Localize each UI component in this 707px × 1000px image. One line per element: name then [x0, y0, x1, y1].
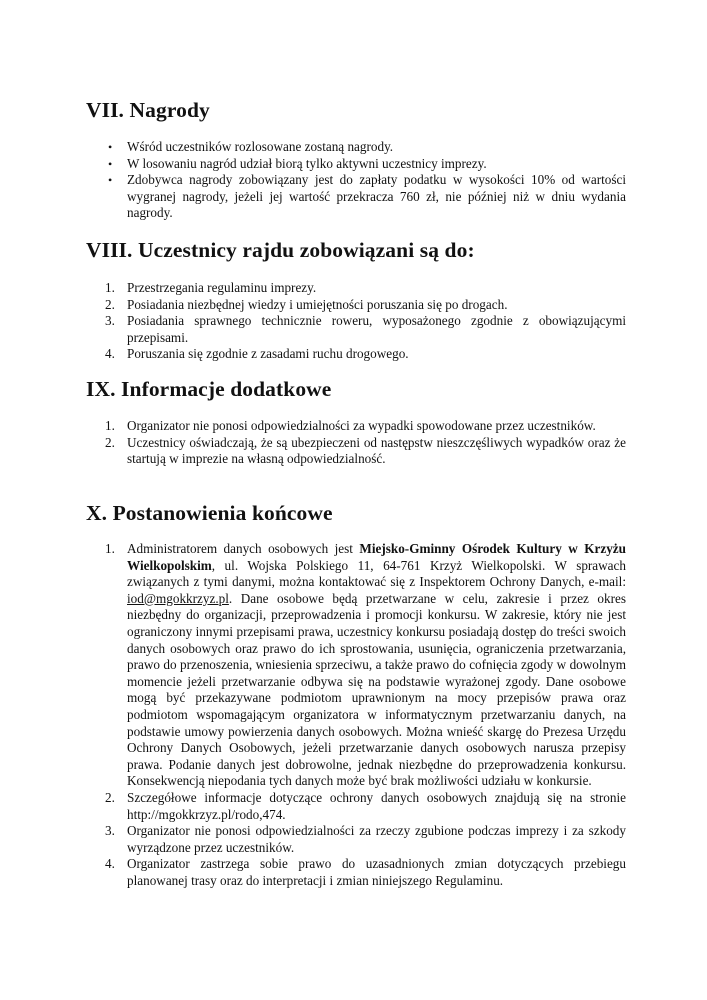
section-heading: IX. Informacje dodatkowe	[86, 377, 332, 401]
section-informacje	[86, 376, 626, 468]
number-marker: 1.	[105, 280, 115, 295]
list-item	[86, 435, 626, 468]
section-obowiazki	[86, 237, 626, 363]
list-item-text: Poruszania się zgodnie z zasadami ruchu drogowego.	[127, 346, 409, 362]
list-item-text: Organizator zastrzega sobie prawo do uzasadnionych zmian dotyczących przebiegu planowanej trasy oraz do interpretacji i zmian niniejszego Regulaminu.	[127, 856, 626, 888]
section-heading: X. Postanowienia końcowe	[86, 501, 333, 525]
list-item-text: Przestrzegania regulaminu imprezy.	[127, 280, 317, 295]
list-item	[86, 856, 626, 889]
list-item	[86, 156, 626, 173]
email-link[interactable]: iod@mgokkrzyz.pl	[127, 590, 229, 606]
number-marker: 1.	[105, 541, 115, 556]
number-marker: 3.	[105, 313, 115, 329]
text-run: Administratorem danych osobowych jest	[127, 541, 360, 556]
list-item-text: Wśród uczestników rozlosowane zostaną nagrody.	[127, 139, 394, 154]
section-heading: VII. Nagrody	[86, 98, 210, 122]
section-postanowienia	[86, 500, 626, 889]
number-marker: 3.	[105, 823, 115, 839]
number-marker: 1.	[105, 418, 115, 433]
list-item-text: Uczestnicy oświadczają, że są ubezpieczeni od następstw nieszczęśliwych wypadków oraz że startują w imprezie na własną odpowiedzialność.	[127, 434, 626, 467]
numbered-list	[86, 541, 626, 889]
number-marker: 4.	[105, 346, 115, 362]
list-item-text: Posiadania niezbędnej wiedzy i umiejętności poruszania się po drogach.	[127, 296, 508, 312]
number-marker: 2.	[105, 434, 115, 450]
number-marker: 2.	[105, 789, 115, 805]
number-marker: 4.	[105, 856, 115, 872]
text-run: , ul. Wojska Polskiego 11, 64-761 Krzyż Wielkopolski. W sprawach związanych z tymi danymi, można kontaktować się z Inspektorem Ochrony Danych, e-mail:	[127, 557, 626, 590]
numbered-list	[86, 418, 626, 468]
numbered-list	[86, 280, 626, 363]
list-item	[86, 172, 626, 222]
number-marker: 2.	[105, 296, 115, 312]
list-item	[86, 280, 626, 297]
list-item	[86, 297, 626, 314]
bullet-marker: •	[108, 173, 113, 188]
section-nagrody	[86, 97, 626, 222]
text-run: . Dane osobowe będą przetwarzane w celu, zakresie i przez okres niezbędny do organizacji, przeprowadzenia i promocji konkursu. W zakresie, który nie jest ograniczony innymi przepisami prawa, uczestnicy konkursu posiadają dostęp do treści swoich danych osobowych oraz prawo do ich sprostowania, usunięcia, ograniczenia przetwarzania, prawo do przenoszenia, wniesienia sprzeciwu, a także prawo do cofnięcia zgody w dowolnym momencie jeżeli przetwarzanie odbywa się na podstawie wyrażonej zgody. Dane osobowe mogą być przekazywane podmiotom uprawnionym na mocy przepisów prawa oraz podmiotom wspomagającym organizatora w informatycznym przetwarzaniu danych, na podstawie umowy powierzenia danych osobowych. Można wnieść skargę do Prezesa Urzędu Ochrony Danych Osobowych, jeżeli przetwarzanie danych osobowych narusza przepisy prawa. Podanie danych jest dobrowolne, jednak niezbędne do przeprowadzenia konkursu. Konsekwencją niepodania tych danych może być brak możliwości udziału w konkursie.	[127, 590, 626, 789]
list-item-text: Posiadania sprawnego technicznie roweru, wyposażonego zgodnie z obowiązującymi przepisami.	[127, 313, 626, 345]
list-item-text: Organizator nie ponosi odpowiedzialności za wypadki spowodowane przez uczestników.	[127, 418, 596, 433]
bullet-marker: •	[108, 140, 113, 154]
list-item	[86, 790, 626, 823]
list-item-text: Zdobywca nagrody zobowiązany jest do zapłaty podatku w wysokości 10% od wartości wygranej nagrody, jeżeli jej wartość przekracza 760 zł, nie później niż w dniu wydania nagrody.	[127, 172, 626, 221]
list-item	[86, 418, 626, 435]
list-item-text: W losowaniu nagród udział biorą tylko aktywni uczestnicy imprezy.	[127, 155, 487, 171]
list-item	[86, 313, 626, 346]
list-item-text	[127, 541, 626, 788]
list-item	[86, 346, 626, 363]
list-item	[86, 823, 626, 856]
list-item	[86, 541, 626, 790]
list-item-text: Szczegółowe informacje dotyczące ochrony danych osobowych znajdują się na stronie http://mgokkrzyz.pl/rodo,474.	[127, 789, 626, 822]
bullet-list	[86, 139, 626, 222]
section-heading: VIII. Uczestnicy rajdu zobowiązani są do:	[86, 238, 475, 262]
organization-name: Miejsko-Gminny Ośrodek Kultury w Krzyżu Wielkopolskim	[127, 541, 626, 573]
list-item	[86, 139, 626, 156]
bullet-marker: •	[108, 156, 113, 171]
list-item-text: Organizator nie ponosi odpowiedzialności za rzeczy zgubione podczas imprezy i za szkody wyrządzone przez uczestników.	[127, 823, 626, 855]
